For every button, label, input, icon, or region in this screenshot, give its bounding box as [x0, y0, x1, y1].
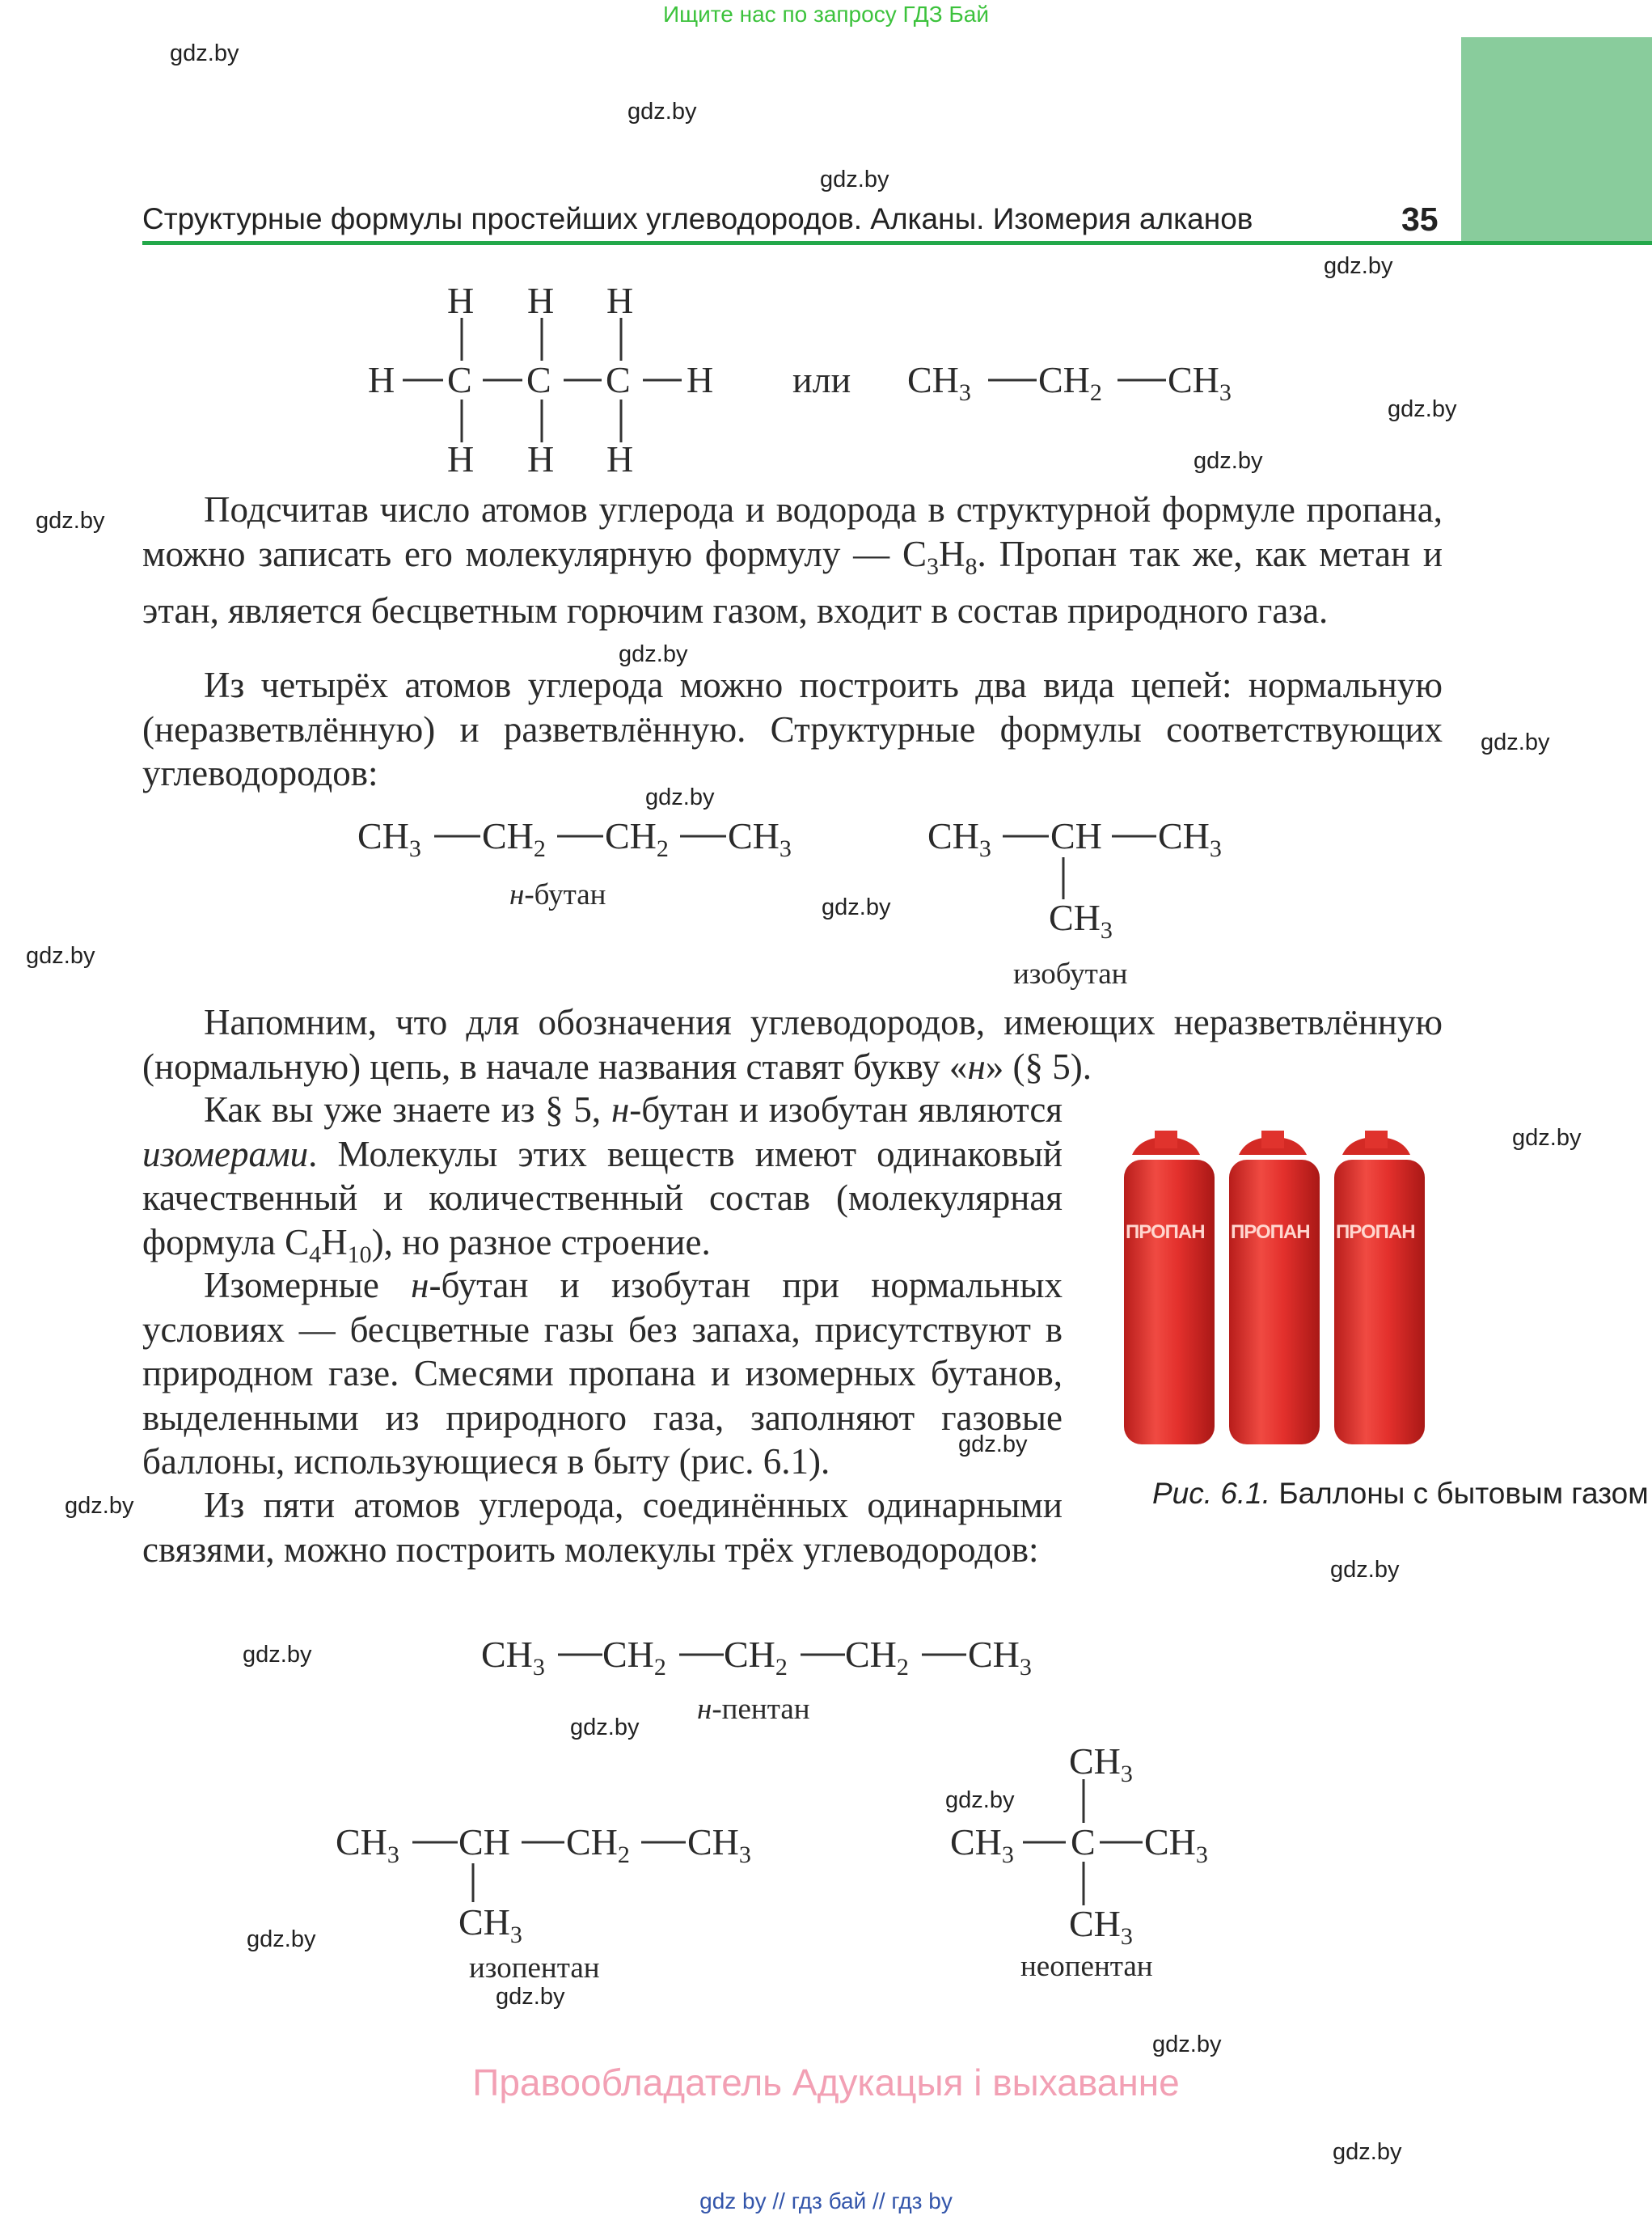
watermark: gdz.by — [1388, 396, 1457, 422]
cylinder-label-2: ПРОПАН — [1231, 1221, 1310, 1243]
watermark: gdz.by — [65, 1493, 134, 1519]
cylinder-3 — [1334, 1131, 1425, 1444]
paragraph-propane: Подсчитав число атомов углерода и водорода в структурной формуле пропана, можно записать его молекулярную формулу — $C_3H_8$. Пропан так же, как метан и этан, является бесцветным горючим газом, входит в состав природного газа. — [142, 489, 1443, 631]
isobutane-ch: CH — [1050, 815, 1102, 856]
watermark: gdz.by — [36, 508, 105, 534]
watermark: gdz.by — [822, 894, 891, 920]
paragraph-n-prefix: Напомним, что для обозначения углеводородов, имеющих неразветвлённую (нормальную) цепь, в начале названия ставят букву «н» (§ 5). — [142, 1002, 1443, 1087]
watermark: gdz.by — [26, 943, 95, 969]
label-isopentane: изопентан — [469, 1951, 600, 1985]
cylinder-1 — [1124, 1131, 1215, 1444]
npentane-ch3-1: $CH_3$ — [481, 1634, 545, 1681]
cylinder-2 — [1229, 1131, 1320, 1444]
isopentane-ch3-2: $CH_3$ — [687, 1821, 751, 1869]
watermark: gdz.by — [247, 1926, 316, 1952]
propane-ch3-left: $CH_3$ — [907, 359, 971, 407]
neopentane-c: C — [1071, 1821, 1096, 1862]
propane-h-left: H — [368, 359, 395, 400]
watermark: gdz.by — [958, 1431, 1028, 1457]
neopentane-ch3-bottom: $CH_3$ — [1069, 1903, 1133, 1951]
propane-c-3: C — [606, 359, 631, 400]
propane-ch3-right: $CH_3$ — [1168, 359, 1232, 407]
nbutane-ch3-1: $CH_3$ — [357, 815, 421, 863]
propane-h-bottom-2: H — [527, 438, 555, 480]
running-header: Структурные формулы простейших углеводородов. Алканы. Изомерия алканов — [142, 202, 1253, 235]
neopentane-ch3-left: $CH_3$ — [950, 1821, 1014, 1869]
neopentane-ch3-top: $CH_3$ — [1069, 1740, 1133, 1788]
watermark: gdz.by — [243, 1642, 312, 1668]
watermark: gdz.by — [1481, 729, 1550, 755]
watermark: gdz.by — [1333, 2139, 1402, 2165]
npentane-ch2-1: $CH_2$ — [602, 1634, 666, 1681]
bottom-links-note: gdz by // гдз бай // гдз by — [699, 2188, 953, 2213]
cylinder-label-1: ПРОПАН — [1126, 1221, 1205, 1243]
cylinder-label-3: ПРОПАН — [1336, 1221, 1415, 1243]
isopentane-ch: CH — [458, 1821, 510, 1862]
watermark: gdz.by — [1324, 253, 1393, 279]
nbutane-ch2-2: $CH_2$ — [605, 815, 669, 863]
paragraph-four-carbons: Из четырёх атомов углерода можно построить два вида цепей: нормальную (неразветвлённую) и разветвлённую. Структурные формулы соответствующих углеводородов: — [142, 665, 1443, 793]
top-search-note: Ищите нас по запросу ГДЗ Бай — [662, 2, 990, 27]
npentane-ch2-3: $CH_2$ — [845, 1634, 909, 1681]
propane-h-top-1: H — [447, 280, 475, 321]
npentane-ch3-2: $CH_3$ — [968, 1634, 1032, 1681]
copyright-footer: Правообладатель Адукацыя і выхаванне — [472, 2061, 1180, 2103]
isopentane-ch3-branch: $CH_3$ — [458, 1901, 522, 1949]
isopentane-ch2: $CH_2$ — [566, 1821, 630, 1869]
isopentane-ch3-1: $CH_3$ — [336, 1821, 399, 1869]
figure-caption: Рис. 6.1. Баллоны с бытовым газом — [1152, 1477, 1649, 1510]
watermark: gdz.by — [1330, 1557, 1400, 1583]
propane-c-2: C — [526, 359, 551, 400]
propane-h-right: H — [687, 359, 714, 400]
label-n-butane: н-бутан — [509, 878, 606, 911]
watermark: gdz.by — [1194, 448, 1263, 474]
isobutane-ch3-left: $CH_3$ — [927, 815, 991, 863]
page-number: 35 — [1401, 201, 1439, 238]
watermark: gdz.by — [570, 1715, 640, 1740]
watermark: gdz.by — [627, 99, 697, 125]
watermark: gdz.by — [820, 167, 889, 192]
watermark: gdz.by — [619, 641, 688, 667]
isobutane-ch3-branch: $CH_3$ — [1049, 897, 1113, 945]
paragraph-five-carbons: Из пяти атомов углерода, соединённых одинарными связями, можно построить молекулы трёх углеводородов: — [142, 1485, 1063, 1570]
label-neopentane: неопентан — [1020, 1950, 1153, 1983]
watermark: gdz.by — [1512, 1125, 1582, 1151]
watermark: gdz.by — [945, 1787, 1015, 1813]
propane-h-top-2: H — [527, 280, 555, 321]
isobutane-ch3-right: $CH_3$ — [1158, 815, 1222, 863]
watermark: gdz.by — [645, 784, 715, 810]
gas-cylinders-figure — [1116, 1131, 1439, 1451]
watermark: gdz.by — [170, 40, 239, 66]
neopentane-ch3-right: $CH_3$ — [1144, 1821, 1208, 1869]
propane-h-top-3: H — [606, 280, 634, 321]
propane-c-1: C — [447, 359, 472, 400]
npentane-ch2-2: $CH_2$ — [724, 1634, 788, 1681]
propane-h-bottom-1: H — [447, 438, 475, 480]
paragraph-isomers: Как вы уже знаете из § 5, н-бутан и изобутан являются изомерами. Молекулы этих веществ имеют одинаковый качественный и количественный состав (молекулярная формула $C_4H_{10}$), но разное строение. — [142, 1089, 1063, 1268]
propane-h-bottom-3: H — [606, 438, 634, 480]
propane-ch2: $CH_2$ — [1038, 359, 1102, 407]
paragraph-gas-cylinders: Изомерные н-бутан и изобутан при нормальных условиях — бесцветные газы без запаха, присутствуют в природном газе. Смесями пропана и изомерных бутанов, выделенными из природного газа, заполняют газовые баллоны, использующиеся в быту (рис. 6.1). — [142, 1265, 1063, 1482]
label-n-pentane: н-пентан — [697, 1693, 810, 1726]
nbutane-ch2-1: $CH_2$ — [482, 815, 546, 863]
watermark: gdz.by — [1152, 2032, 1222, 2057]
label-isobutane: изобутан — [1013, 958, 1128, 991]
watermark: gdz.by — [496, 1984, 565, 2010]
nbutane-ch3-2: $CH_3$ — [728, 815, 792, 863]
word-ili: или — [792, 359, 851, 400]
